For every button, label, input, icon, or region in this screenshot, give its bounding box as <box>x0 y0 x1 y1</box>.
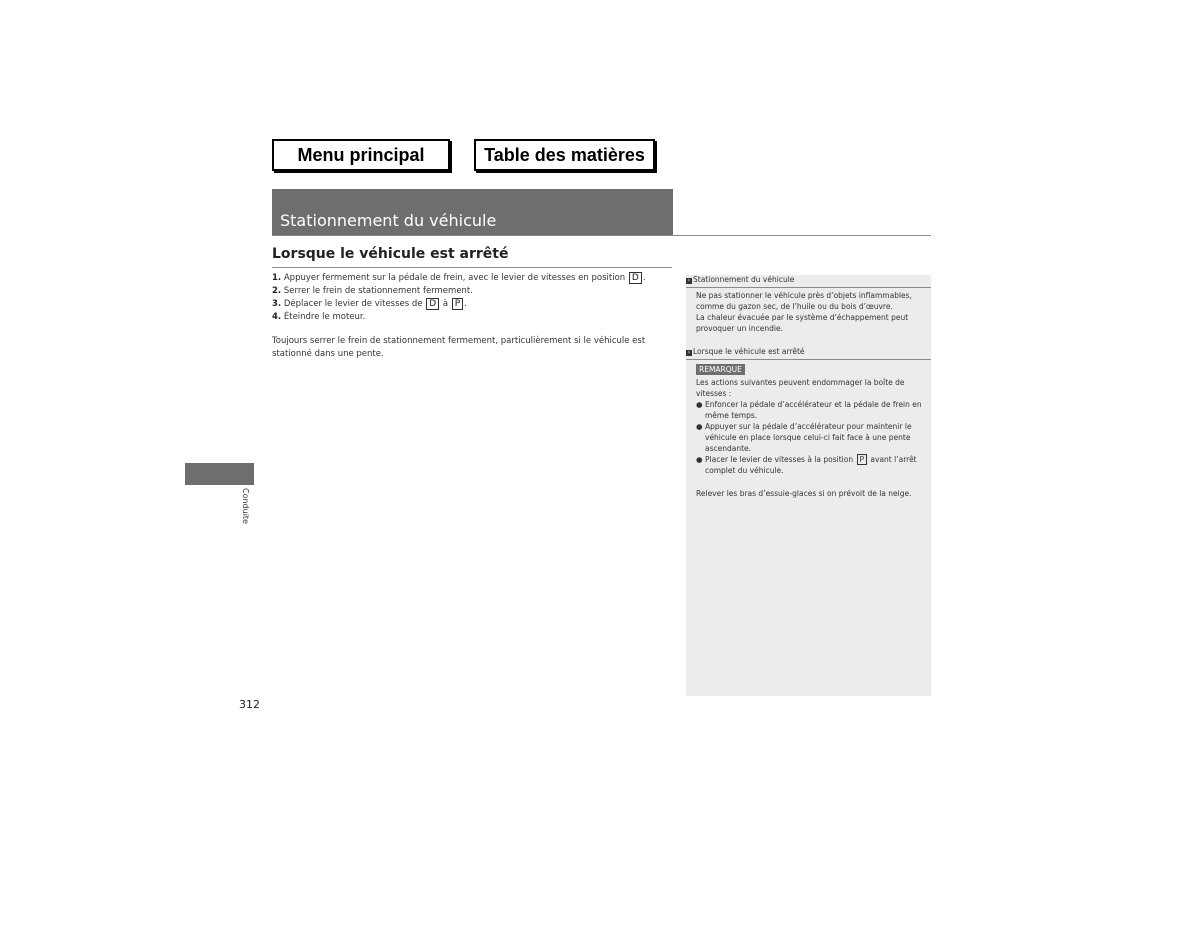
step-4 <box>272 311 672 324</box>
subsection-divider <box>272 267 672 268</box>
chapter-tab <box>185 463 254 485</box>
body-paragraph: Toujours serrer le frein de stationnement fermement, particulièrement si le véhicule est stationné dans une pente. <box>272 336 646 359</box>
sidebar-panel <box>686 275 931 696</box>
table-of-contents-button[interactable]: Table des matières <box>474 139 655 171</box>
sidebar-warning-text <box>696 290 924 334</box>
step-2 <box>272 285 672 298</box>
bullet-icon: ● <box>696 400 703 409</box>
gear-key-label: P <box>452 298 463 310</box>
list-item-text: Enfoncer la pédale d’accélérateur et la pédale de frein en même temps. <box>705 400 922 420</box>
step-suffix: . <box>642 273 646 283</box>
text-line: La chaleur évacuée par le système d’échappement peut <box>696 313 909 322</box>
step-3 <box>272 298 672 311</box>
section-title-banner <box>272 189 673 235</box>
step-text: Déplacer le levier de vitesses de <box>283 299 423 309</box>
gear-key-label: P <box>857 454 868 465</box>
list-item-text: Placer le levier de vitesses à la position <box>705 455 854 464</box>
step-number: 1. <box>272 273 282 283</box>
step-number: 2. <box>272 286 282 296</box>
step-number: 4. <box>272 312 282 322</box>
list-item-text: avant l’arrêt complet du véhicule. <box>705 455 917 475</box>
banner-divider <box>272 235 931 236</box>
step-number: 3. <box>272 299 282 309</box>
bullet-icon: ● <box>696 422 703 431</box>
gear-key-label: D <box>426 298 439 310</box>
sidebar-heading-label: Stationnement du véhicule <box>693 275 795 284</box>
sidebar-heading-2[interactable] <box>686 347 931 360</box>
step-text: Appuyer fermement sur la pédale de frein, avec le levier de vitesses en position <box>283 273 626 283</box>
list-item <box>696 399 924 421</box>
step-text: Éteindre le moteur. <box>283 312 366 322</box>
list-item <box>696 454 924 476</box>
main-menu-button[interactable]: Menu principal <box>272 139 450 171</box>
step-1 <box>272 272 672 285</box>
reference-arrow-icon: › <box>687 349 691 356</box>
text-line: comme du gazon sec, de l’huile ou du bois d’œuvre. <box>696 302 893 311</box>
sidebar-heading-label: Lorsque le véhicule est arrêté <box>693 347 805 356</box>
text-line: Ne pas stationner le véhicule près d’objets inflammables, <box>696 291 912 300</box>
list-item-text: Appuyer sur la pédale d’accélérateur pour maintenir le véhicule en place lorsque celui-ci fait face à une pente ascendante. <box>705 422 912 453</box>
bullet-icon: ● <box>696 455 703 464</box>
gear-key-label: D <box>629 272 642 284</box>
page-number: 312 <box>239 698 260 711</box>
reference-arrow-icon: › <box>687 277 691 284</box>
sidebar-note: Relever les bras d’essuie-glaces si on prévoit de la neige. <box>696 489 912 498</box>
text-line: provoquer un incendie. <box>696 324 783 333</box>
procedure-steps <box>272 272 672 324</box>
chapter-label: Conduite <box>241 488 250 524</box>
sidebar-heading-1[interactable] <box>686 275 931 288</box>
subsection-title: Lorsque le véhicule est arrêté <box>272 246 509 262</box>
list-item <box>696 421 924 454</box>
step-text: à <box>442 299 449 309</box>
sidebar-remark-text <box>696 377 924 476</box>
remark-intro: Les actions suivantes peuvent endommager la boîte de vitesses : <box>696 378 905 398</box>
section-title: Stationnement du véhicule <box>280 211 497 230</box>
step-suffix: . <box>464 299 467 309</box>
step-text: Serrer le frein de stationnement fermement. <box>283 286 473 296</box>
remark-badge: REMARQUE <box>696 364 745 375</box>
